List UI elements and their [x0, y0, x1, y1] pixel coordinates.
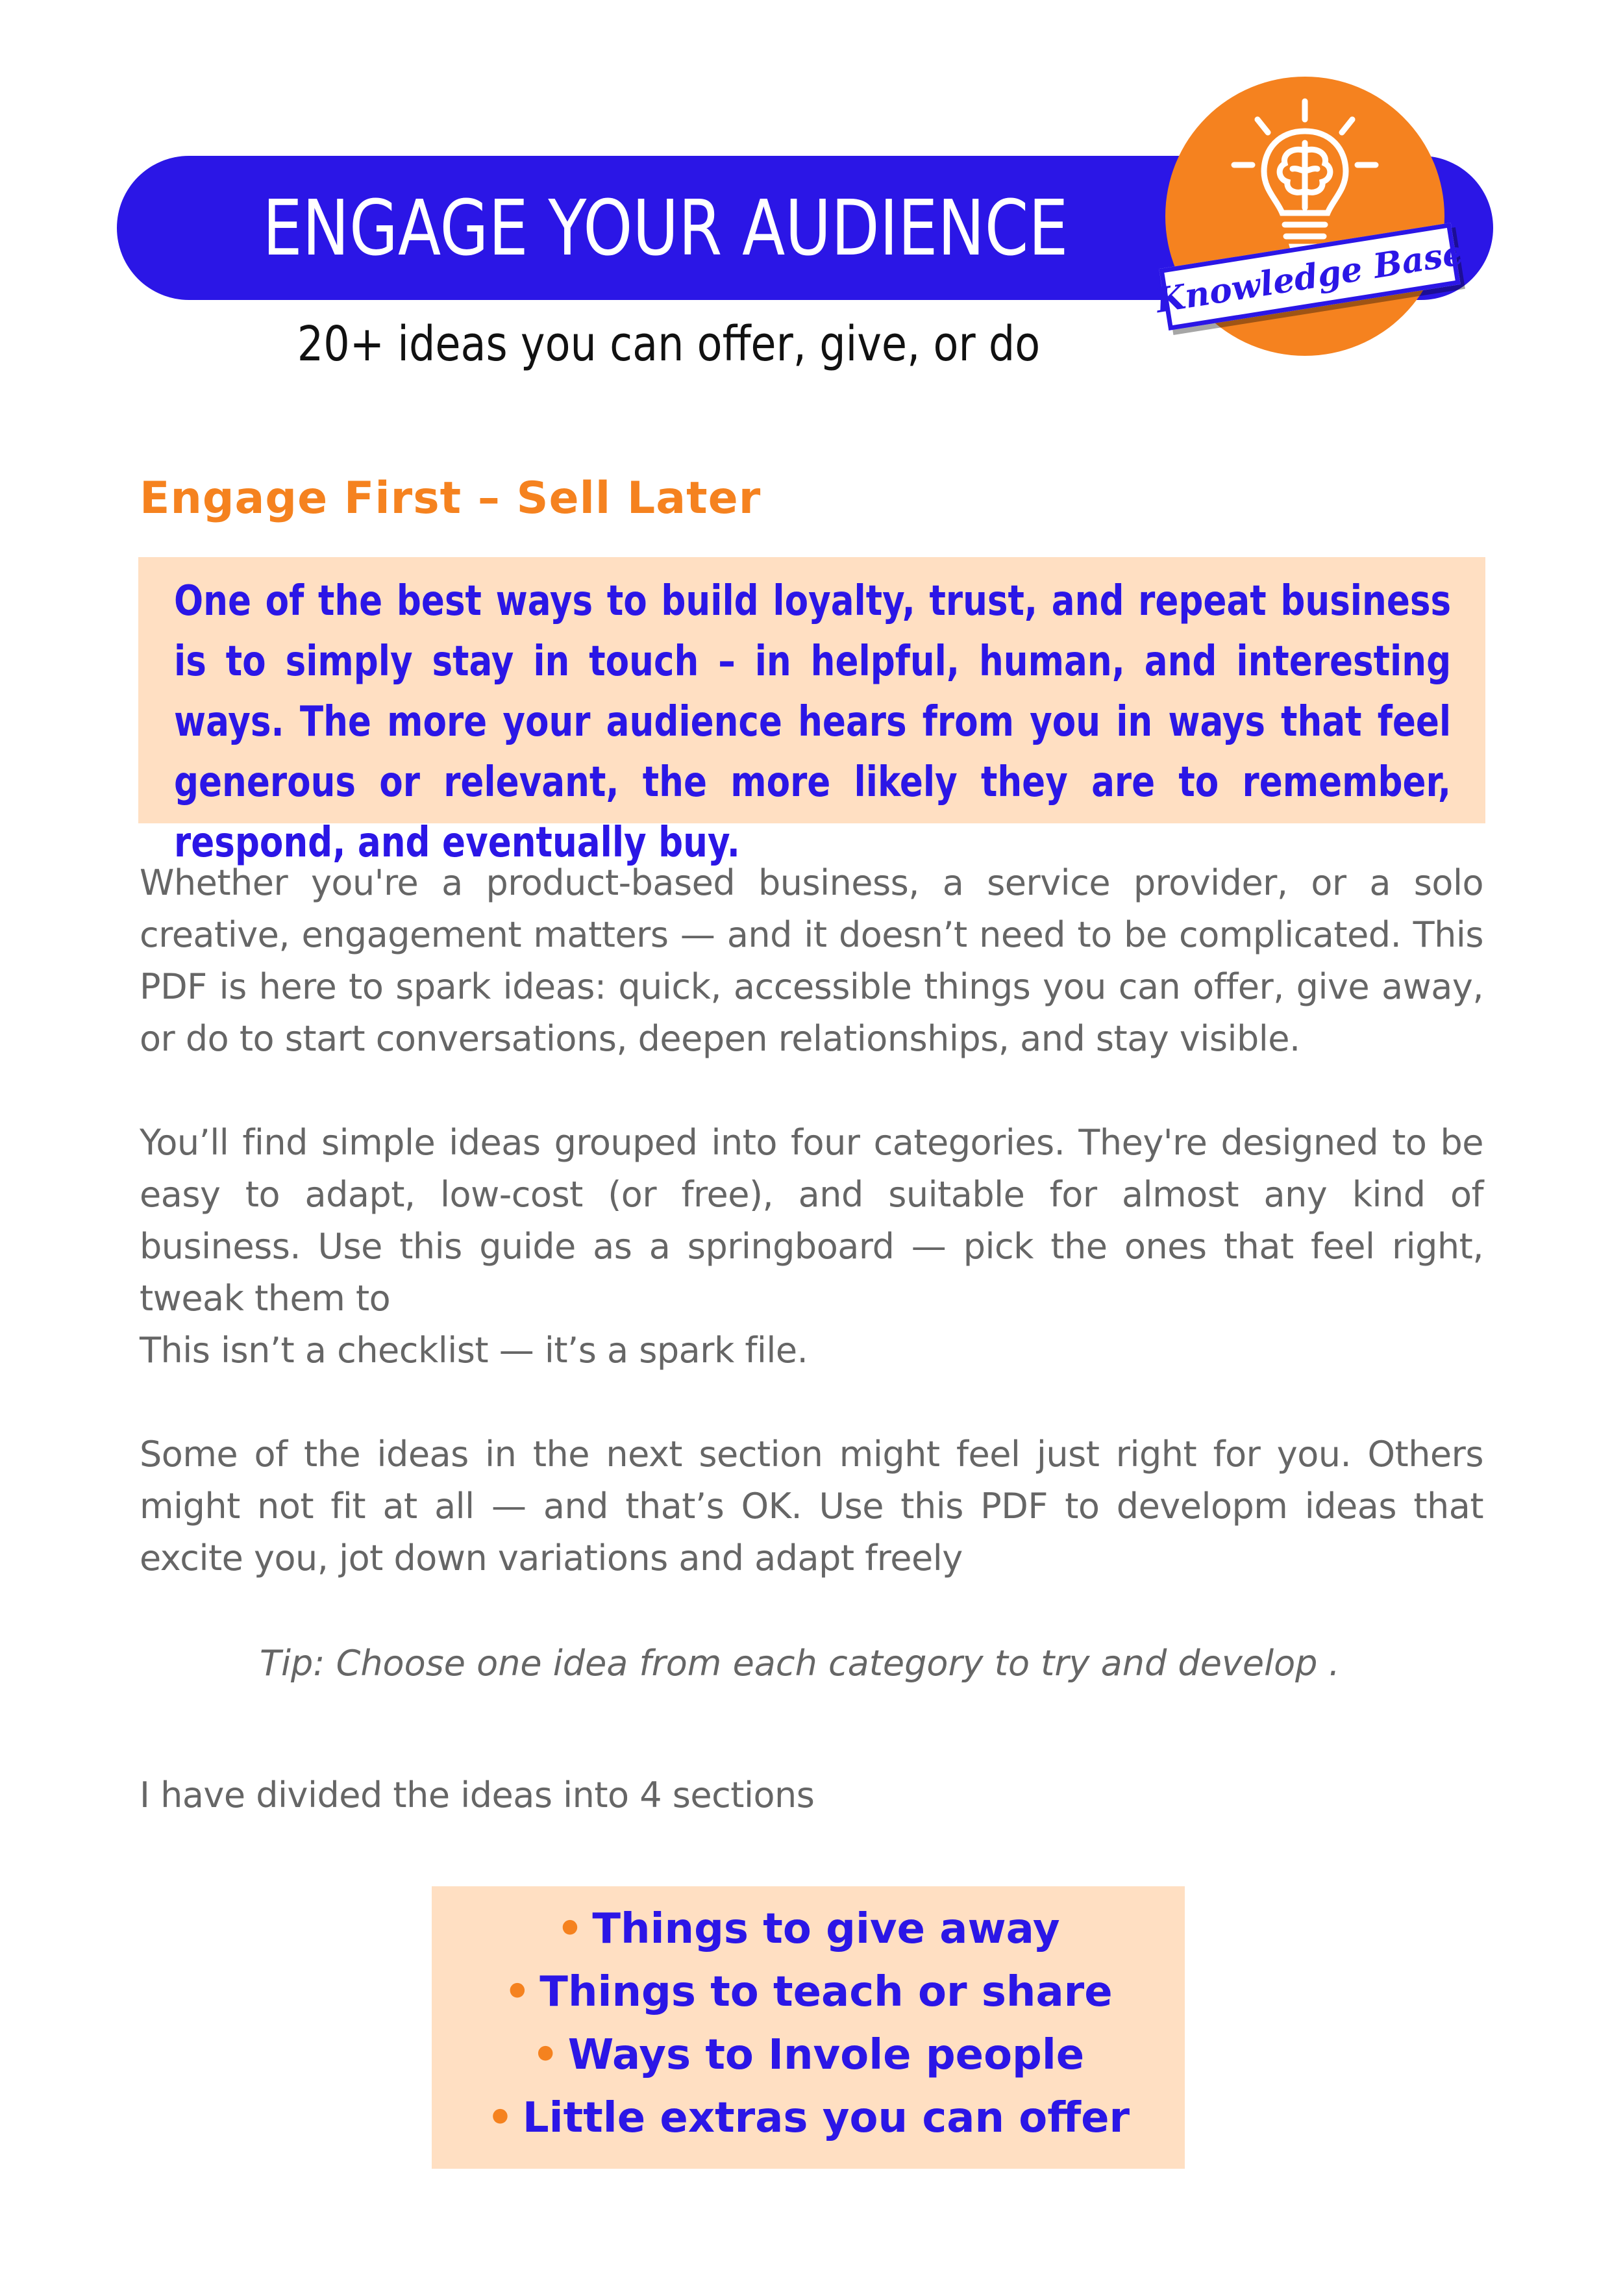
section-heading: Engage First – Sell Later [140, 473, 762, 524]
list-item-label: Ways to Involе people [567, 2031, 1085, 2079]
page-subtitle: 20+ ideas you can offer, give, or do [297, 316, 1041, 372]
list-item [432, 1961, 1185, 2024]
intro-callout [138, 557, 1485, 867]
list-item-label: Things to teach or share [539, 1968, 1113, 2016]
tip-text: Tip: Choose one idea from each category to try and develop . [260, 1643, 1340, 1684]
list-item-label: Little extras you can offer [522, 2094, 1130, 2142]
body-paragraph-2: You’ll find simple ideas grouped into four categories. They're designed to be easy to adapt, low-cost (or free), and suitable for almost any kind of business. Use this guide as a springboard — pick the ones that feel right, tweak them to [140, 1122, 1483, 1319]
bullet-icon: • [556, 1905, 584, 1953]
body-paragraph-5: I have divided the ideas into 4 sections [140, 1775, 815, 1816]
bullet-icon: • [486, 2094, 514, 2142]
page-title: ENGAGE YOUR AUDIENCE [262, 183, 1069, 273]
sections-list [432, 1898, 1185, 2150]
bullet-icon: • [532, 2031, 559, 2079]
callout-text: One of the best ways to build loyalty, trust, and repeat business is to simply stay in touch – in helpful, human, and interesting ways. The more your audience hears from you in ways that feel generous or relevant, the more likely they are to remember, respond, and eventually buy. [174, 577, 1452, 867]
list-item [432, 2024, 1185, 2087]
list-item [432, 1898, 1185, 1961]
body-paragraph-1: Whether you're a product-based business, a service provider, or a solo creative, engagement matters — and it doesn’t need to be complicated. This PDF is here to spark ideas: quick, accessible things you can offer, give away, or do to start conversations, deepen relationships, and stay visible. [140, 862, 1483, 1059]
body-paragraph-4: Some of the ideas in the next section might feel just right for you. Others might not fit at all — and that’s OK. Use this PDF to developm ideas that excite you, jot down variations and adapt freely [140, 1434, 1483, 1578]
list-item [432, 2087, 1185, 2150]
body-paragraph-3: This isn’t a checklist — it’s a spark file. [140, 1330, 808, 1371]
list-item-label: Things to give away [592, 1905, 1060, 1953]
sections-list-box [432, 1886, 1185, 2169]
knowledge-base-label: Knowledge Base [1153, 232, 1467, 321]
bullet-icon: • [504, 1968, 531, 2016]
